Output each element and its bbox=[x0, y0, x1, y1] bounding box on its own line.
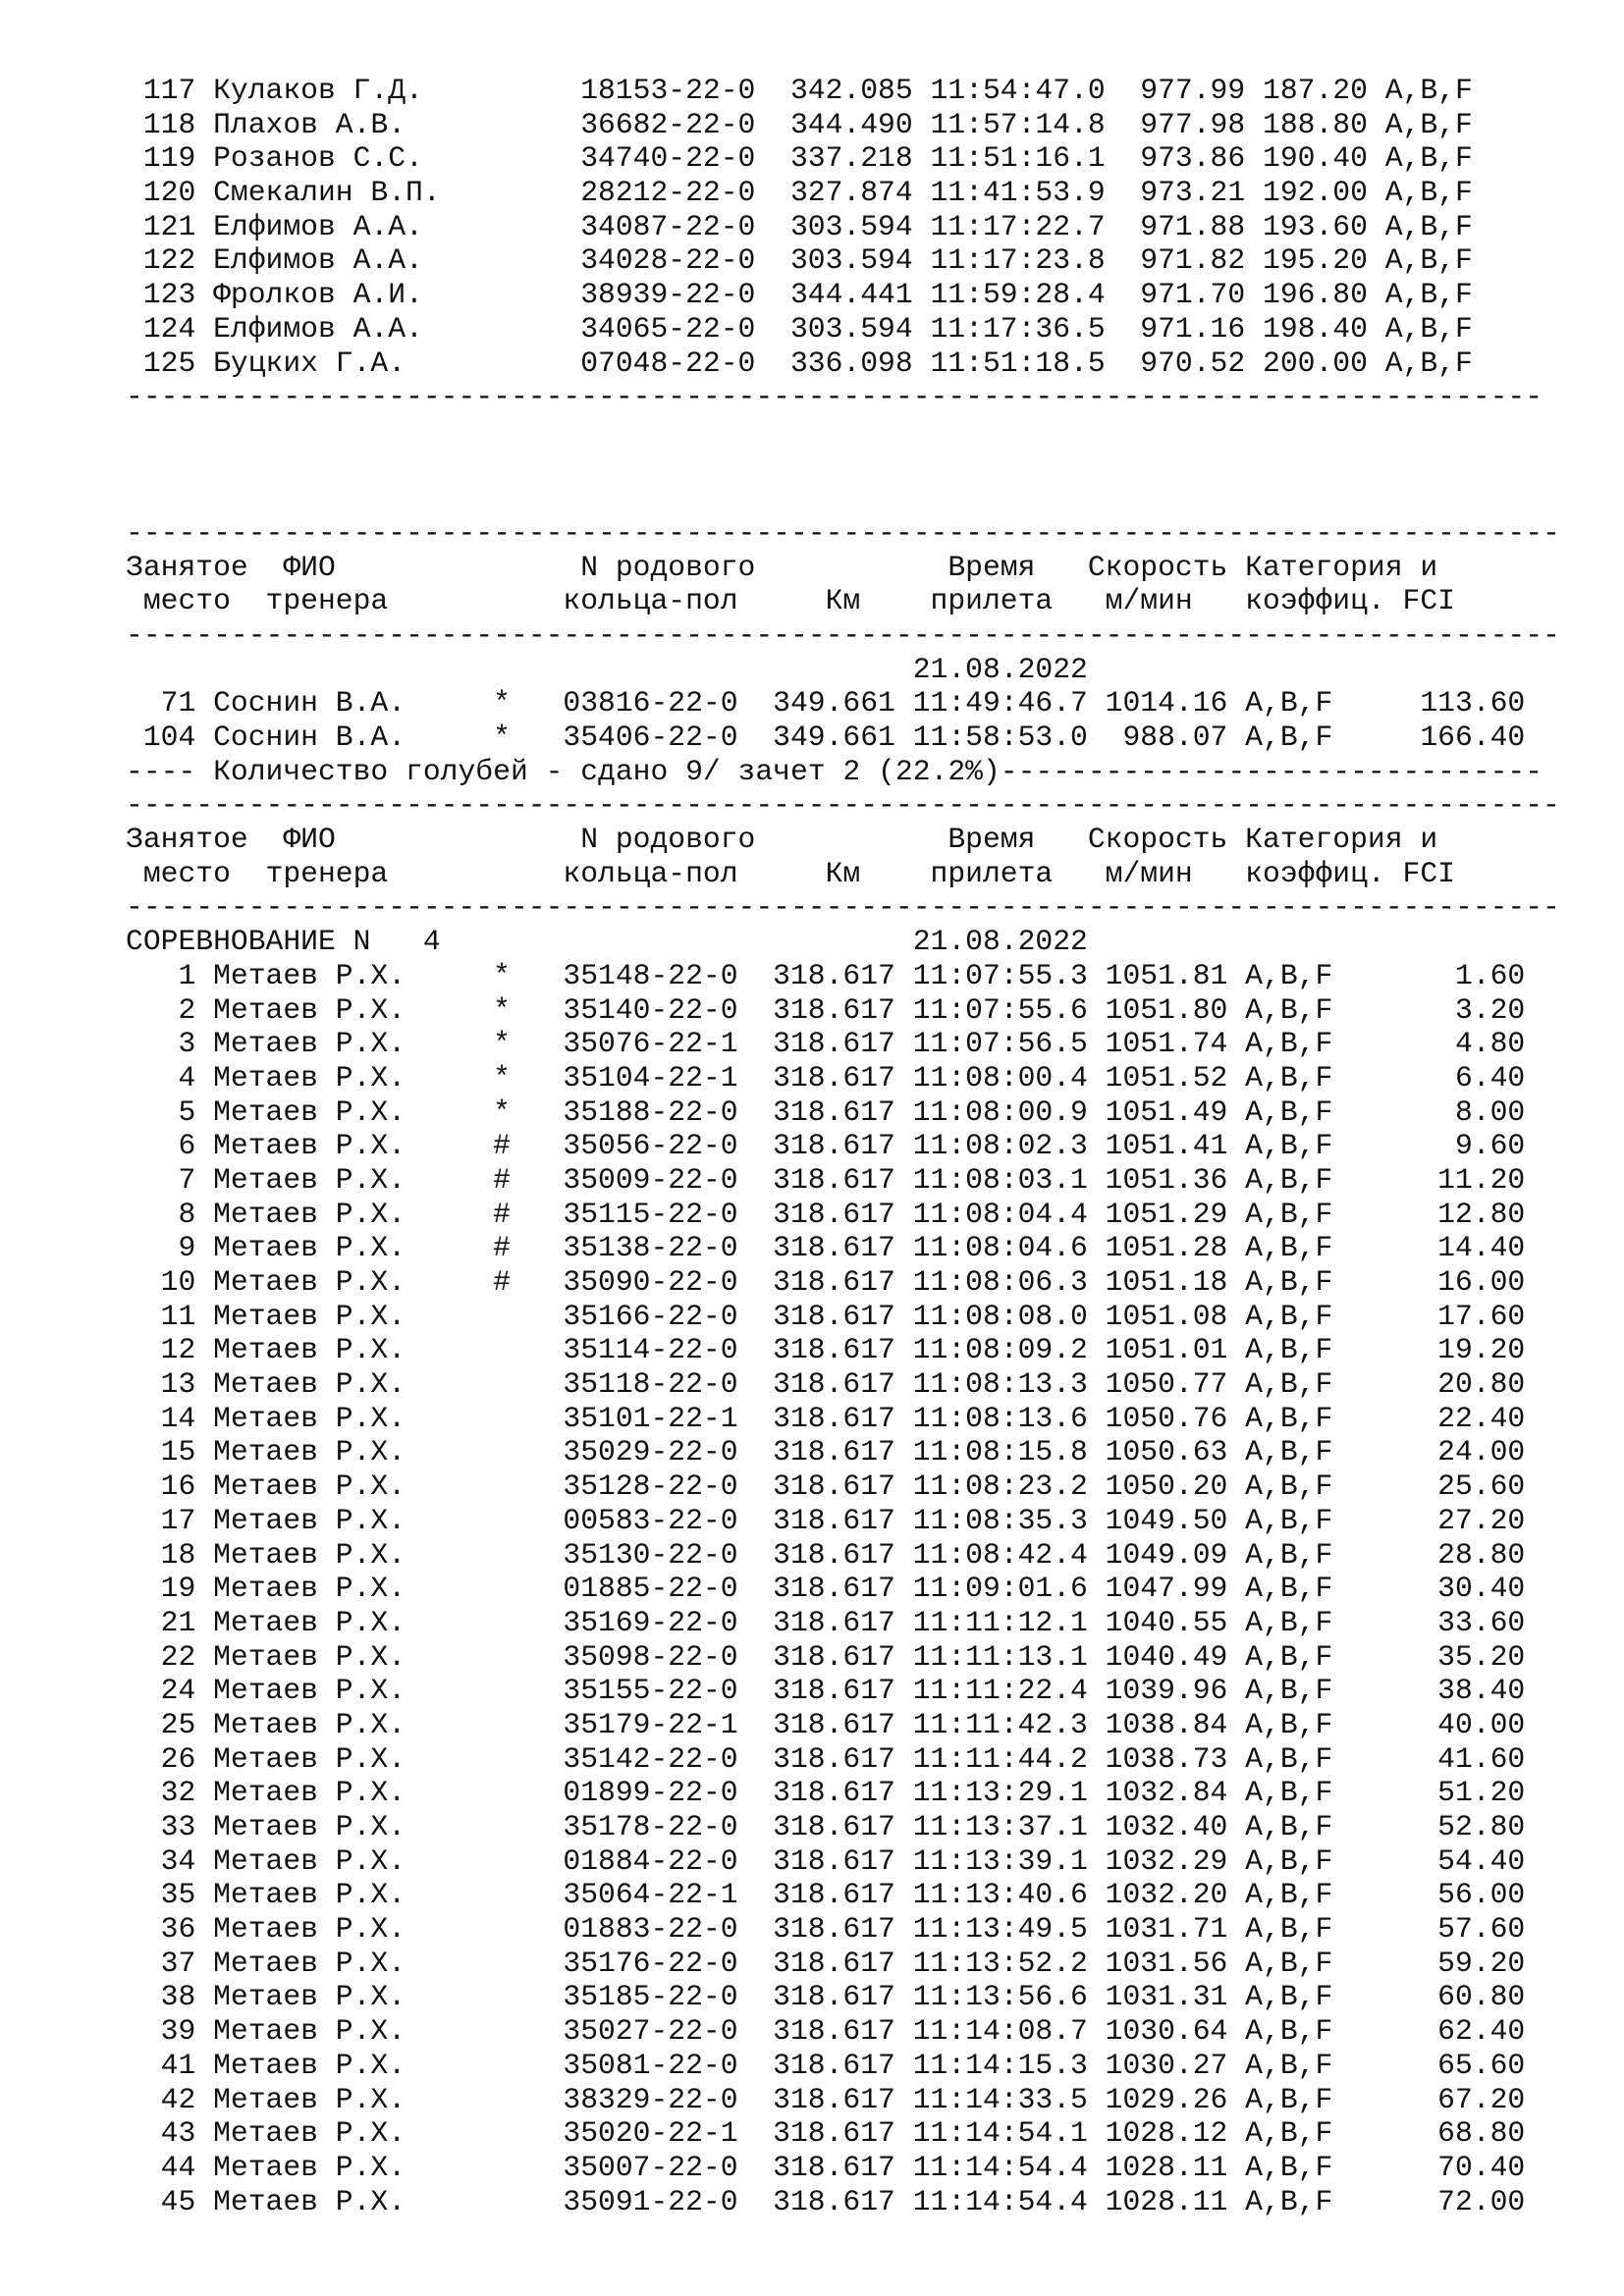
result-row: 121 Елфимов А.А. 34087-22-0 303.594 11:17:22.7 971.88 193.60 A,B,F bbox=[126, 209, 1473, 243]
result-row: 44 Метаев Р.Х. 35007-22-0 318.617 11:14:54.4 1028.11 A,B,F 70.40 bbox=[126, 2150, 1526, 2184]
result-row: 45 Метаев Р.Х. 35091-22-0 318.617 11:14:54.4 1028.11 A,B,F 72.00 bbox=[126, 2184, 1526, 2218]
result-row: 36 Метаев Р.Х. 01883-22-0 318.617 11:13:49.5 1031.71 A,B,F 57.60 bbox=[126, 1912, 1526, 1947]
race-date: 21.08.2022 bbox=[126, 652, 1088, 686]
result-row: 14 Метаев Р.Х. 35101-22-1 318.617 11:08:13.6 1050.76 A,B,F 22.40 bbox=[126, 1401, 1526, 1435]
result-row: 6 Метаев Р.Х. # 35056-22-0 318.617 11:08:02.3 1051.41 A,B,F 9.60 bbox=[126, 1129, 1526, 1163]
results-document bbox=[126, 74, 1598, 2218]
table-separator: ---------------------------------------------------------------------------------- bbox=[126, 617, 1560, 652]
result-row: 125 Буцких Г.А. 07048-22-0 336.098 11:51:18.5 970.52 200.00 A,B,F bbox=[126, 346, 1473, 380]
result-row: 32 Метаев Р.Х. 01899-22-0 318.617 11:13:29.1 1032.84 A,B,F 51.20 bbox=[126, 1776, 1526, 1810]
result-row: 71 Соснин В.А. * 03816-22-0 349.661 11:49:46.7 1014.16 A,B,F 113.60 bbox=[126, 686, 1526, 721]
result-row: 11 Метаев Р.Х. 35166-22-0 318.617 11:08:08.0 1051.08 A,B,F 17.60 bbox=[126, 1299, 1526, 1333]
result-row: 5 Метаев Р.Х. * 35188-22-0 318.617 11:08:00.9 1051.49 A,B,F 8.00 bbox=[126, 1095, 1526, 1129]
top-results-table bbox=[126, 74, 1598, 414]
table-separator: ---------------------------------------------------------------------------------- bbox=[126, 890, 1560, 925]
result-row: 10 Метаев Р.Х. # 35090-22-0 318.617 11:08:06.3 1051.18 A,B,F 16.00 bbox=[126, 1265, 1526, 1299]
table-separator: ---------------------------------------------------------------------------------- bbox=[126, 515, 1560, 550]
result-row: 18 Метаев Р.Х. 35130-22-0 318.617 11:08:42.4 1049.09 A,B,F 28.80 bbox=[126, 1537, 1526, 1572]
column-header: место тренера кольца-пол Км прилета м/мин коэффиц. FCI bbox=[126, 856, 1455, 890]
result-row: 16 Метаев Р.Х. 35128-22-0 318.617 11:08:23.2 1050.20 A,B,F 25.60 bbox=[126, 1469, 1526, 1504]
table-separator: --------------------------------------------------------------------------------- bbox=[126, 380, 1543, 414]
result-row: 39 Метаев Р.Х. 35027-22-0 318.617 11:14:08.7 1030.64 A,B,F 62.40 bbox=[126, 2014, 1526, 2049]
result-row: 7 Метаев Р.Х. # 35009-22-0 318.617 11:08:03.1 1051.36 A,B,F 11.20 bbox=[126, 1162, 1526, 1197]
result-row: 2 Метаев Р.Х. * 35140-22-0 318.617 11:07:55.6 1051.80 A,B,F 3.20 bbox=[126, 992, 1526, 1027]
result-row: 41 Метаев Р.Х. 35081-22-0 318.617 11:14:15.3 1030.27 A,B,F 65.60 bbox=[126, 2048, 1526, 2082]
result-row: 122 Елфимов А.А. 34028-22-0 303.594 11:17:23.8 971.82 195.20 A,B,F bbox=[126, 243, 1473, 278]
result-row: 17 Метаев Р.Х. 00583-22-0 318.617 11:08:35.3 1049.50 A,B,F 27.20 bbox=[126, 1503, 1526, 1537]
result-row: 19 Метаев Р.Х. 01885-22-0 318.617 11:09:01.6 1047.99 A,B,F 30.40 bbox=[126, 1572, 1526, 1606]
result-row: 123 Фролков А.И. 38939-22-0 344.441 11:59:28.4 971.70 196.80 A,B,F bbox=[126, 278, 1473, 312]
result-row: 42 Метаев Р.Х. 38329-22-0 318.617 11:14:33.5 1029.26 A,B,F 67.20 bbox=[126, 2082, 1526, 2116]
result-row: 1 Метаев Р.Х. * 35148-22-0 318.617 11:07:55.3 1051.81 A,B,F 1.60 bbox=[126, 958, 1526, 992]
column-header: Занятое ФИО N родового Время Скорость Категория и bbox=[126, 550, 1438, 584]
summary-line: ---- Количество голубей - сдано 9/ зачет 2 (22.2%)------------------------------- bbox=[126, 754, 1543, 788]
result-row: 104 Соснин В.А. * 35406-22-0 349.661 11:58:53.0 988.07 A,B,F 166.40 bbox=[126, 721, 1526, 754]
result-row: 119 Розанов С.С. 34740-22-0 337.218 11:51:16.1 973.86 190.40 A,B,F bbox=[126, 141, 1473, 176]
result-row: 37 Метаев Р.Х. 35176-22-0 318.617 11:13:52.2 1031.56 A,B,F 59.20 bbox=[126, 1946, 1526, 1980]
result-row: 26 Метаев Р.Х. 35142-22-0 318.617 11:11:44.2 1038.73 A,B,F 41.60 bbox=[126, 1741, 1526, 1776]
result-row: 15 Метаев Р.Х. 35029-22-0 318.617 11:08:15.8 1050.63 A,B,F 24.00 bbox=[126, 1435, 1526, 1469]
table-separator: ---------------------------------------------------------------------------------- bbox=[126, 788, 1560, 823]
result-row: 43 Метаев Р.Х. 35020-22-1 318.617 11:14:54.1 1028.12 A,B,F 68.80 bbox=[126, 2116, 1526, 2151]
result-row: 118 Плахов А.В. 36682-22-0 344.490 11:57:14.8 977.98 188.80 A,B,F bbox=[126, 107, 1473, 141]
result-row: 24 Метаев Р.Х. 35155-22-0 318.617 11:11:22.4 1039.96 A,B,F 38.40 bbox=[126, 1674, 1526, 1708]
result-row: 117 Кулаков Г.Д. 18153-22-0 342.085 11:54:47.0 977.99 187.20 A,B,F bbox=[126, 74, 1473, 107]
result-row: 21 Метаев Р.Х. 35169-22-0 318.617 11:11:12.1 1040.55 A,B,F 33.60 bbox=[126, 1605, 1526, 1639]
result-row: 34 Метаев Р.Х. 01884-22-0 318.617 11:13:39.1 1032.29 A,B,F 54.40 bbox=[126, 1843, 1526, 1878]
result-row: 124 Елфимов А.А. 34065-22-0 303.594 11:17:36.5 971.16 198.40 A,B,F bbox=[126, 311, 1473, 346]
result-row: 120 Смекалин В.П. 28212-22-0 327.874 11:41:53.9 973.21 192.00 A,B,F bbox=[126, 176, 1473, 210]
competition-title: СОРЕВНОВАНИЕ N 4 21.08.2022 bbox=[126, 925, 1088, 959]
result-row: 38 Метаев Р.Х. 35185-22-0 318.617 11:13:56.6 1031.31 A,B,F 60.80 bbox=[126, 1980, 1526, 2014]
column-header: место тренера кольца-пол Км прилета м/мин коэффиц. FCI bbox=[126, 584, 1455, 618]
competition-results-section bbox=[126, 788, 1598, 2218]
result-row: 25 Метаев Р.Х. 35179-22-1 318.617 11:11:42.3 1038.84 A,B,F 40.00 bbox=[126, 1707, 1526, 1741]
result-row: 3 Метаев Р.Х. * 35076-22-1 318.617 11:07:56.5 1051.74 A,B,F 4.80 bbox=[126, 1027, 1526, 1061]
result-row: 8 Метаев Р.Х. # 35115-22-0 318.617 11:08:04.4 1051.29 A,B,F 12.80 bbox=[126, 1197, 1526, 1231]
result-row: 13 Метаев Р.Х. 35118-22-0 318.617 11:08:13.3 1050.77 A,B,F 20.80 bbox=[126, 1367, 1526, 1402]
column-header: Занятое ФИО N родового Время Скорость Категория и bbox=[126, 823, 1438, 857]
result-row: 35 Метаев Р.Х. 35064-22-1 318.617 11:13:40.6 1032.20 A,B,F 56.00 bbox=[126, 1878, 1526, 1912]
result-row: 4 Метаев Р.Х. * 35104-22-1 318.617 11:08:00.4 1051.52 A,B,F 6.40 bbox=[126, 1060, 1526, 1095]
section-gap bbox=[126, 414, 1598, 516]
result-row: 33 Метаев Р.Х. 35178-22-0 318.617 11:13:37.1 1032.40 A,B,F 52.80 bbox=[126, 1810, 1526, 1843]
result-row: 22 Метаев Р.Х. 35098-22-0 318.617 11:11:13.1 1040.49 A,B,F 35.20 bbox=[126, 1639, 1526, 1674]
result-row: 12 Метаев Р.Х. 35114-22-0 318.617 11:08:09.2 1051.01 A,B,F 19.20 bbox=[126, 1333, 1526, 1367]
result-row: 9 Метаев Р.Х. # 35138-22-0 318.617 11:08:04.6 1051.28 A,B,F 14.40 bbox=[126, 1231, 1526, 1265]
trainer-results-section bbox=[126, 516, 1598, 789]
